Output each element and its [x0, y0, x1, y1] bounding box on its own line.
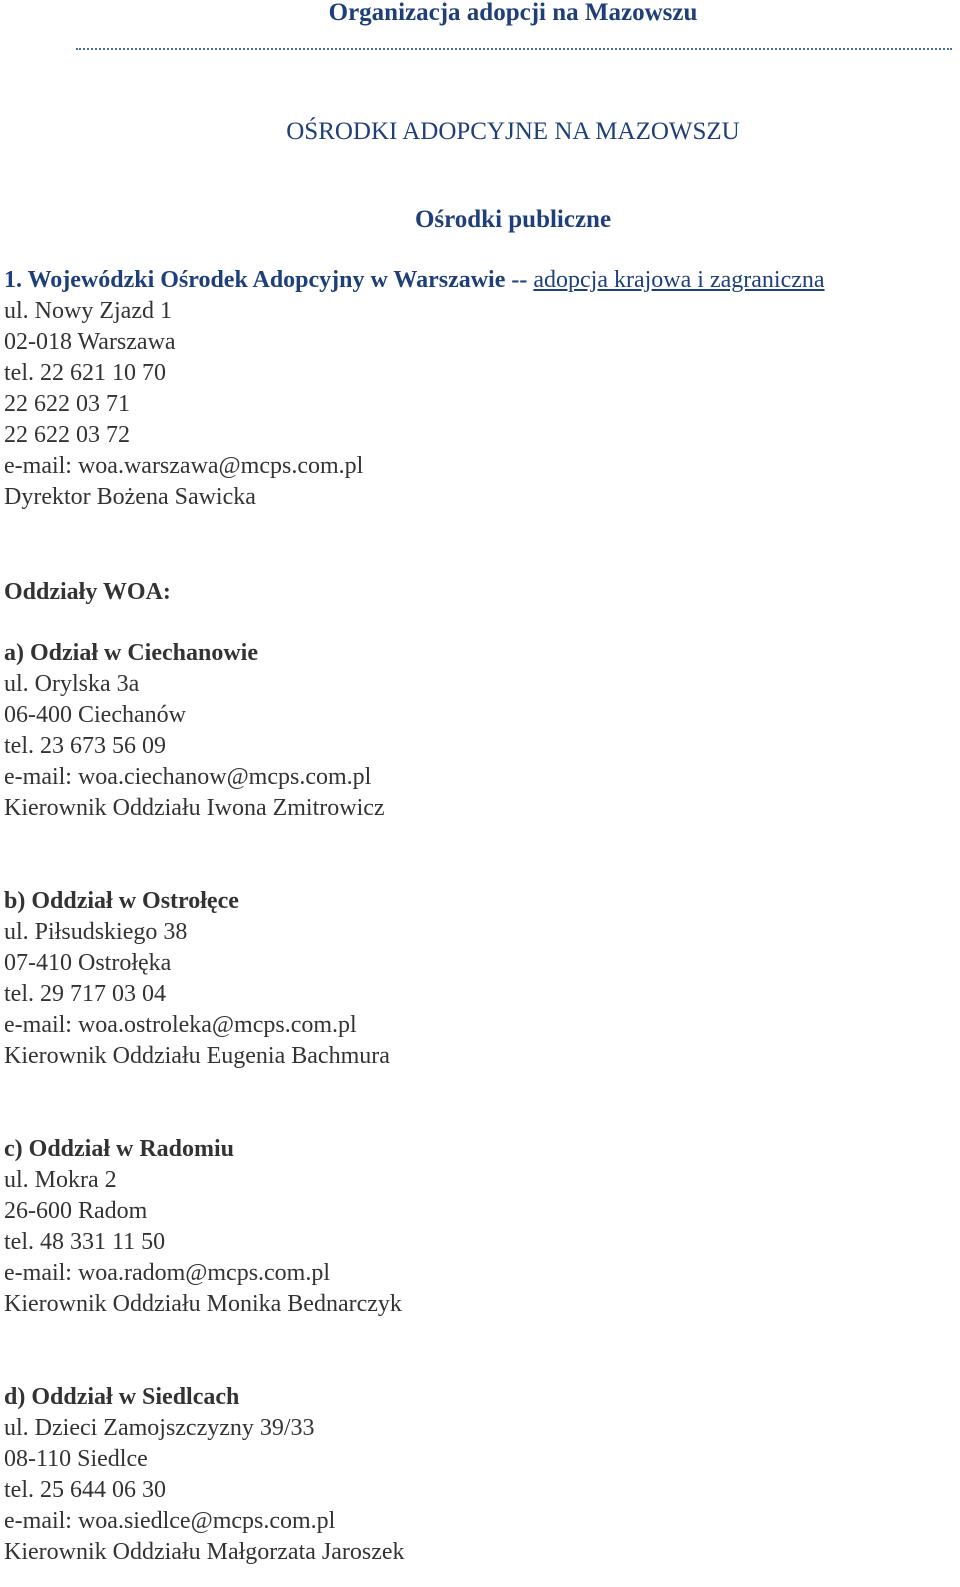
- branch-email: e-mail: woa.radom@mcps.com.pl: [4, 1260, 331, 1286]
- branch-city: 26-600 Radom: [4, 1198, 148, 1224]
- branch-city: 07-410 Ostrołęka: [4, 950, 172, 976]
- adoption-type-link[interactable]: adopcja krajowa i zagraniczna: [533, 267, 825, 293]
- branch-email: e-mail: woa.siedlce@mcps.com.pl: [4, 1508, 336, 1534]
- section-heading: Ośrodki publiczne: [414, 206, 612, 233]
- main-center-title: [4, 265, 954, 296]
- main-center-street: ul. Nowy Zjazd 1: [4, 298, 172, 324]
- branch-street: ul. Piłsudskiego 38: [4, 919, 188, 945]
- main-center-block: [4, 265, 954, 513]
- branch-title: a) Odział w Ciechanowie: [4, 640, 258, 666]
- main-center-phone-2: 22 622 03 71: [4, 391, 130, 417]
- main-center-city: 02-018 Warszawa: [4, 329, 176, 355]
- branch-siedlce: [4, 1382, 954, 1568]
- main-center-email: e-mail: woa.warszawa@mcps.com.pl: [4, 453, 364, 479]
- branch-city: 06-400 Ciechanów: [4, 702, 186, 728]
- header-dotted-rule: [76, 48, 952, 50]
- branch-manager: Kierownik Oddziału Małgorzata Jaroszek: [4, 1539, 405, 1565]
- branch-email: e-mail: woa.ostroleka@mcps.com.pl: [4, 1012, 357, 1038]
- branch-radom: [4, 1134, 954, 1320]
- branch-manager: Kierownik Oddziału Eugenia Bachmura: [4, 1043, 390, 1069]
- branch-street: ul. Dzieci Zamojszczyzny 39/33: [4, 1415, 315, 1441]
- main-center-phone: tel. 22 621 10 70: [4, 360, 166, 386]
- branch-street: ul. Mokra 2: [4, 1167, 117, 1193]
- branch-title: d) Oddział w Siedlcach: [4, 1384, 240, 1410]
- branch-phone: tel. 48 331 11 50: [4, 1229, 166, 1255]
- main-heading: OŚRODKI ADOPCYJNE NA MAZOWSZU: [286, 118, 740, 145]
- branch-phone: tel. 23 673 56 09: [4, 733, 166, 759]
- header-title: Organizacja adopcji na Mazowszu: [328, 0, 698, 26]
- branch-street: ul. Orylska 3a: [4, 671, 140, 697]
- branch-ciechanow: [4, 638, 954, 824]
- branch-email: e-mail: woa.ciechanow@mcps.com.pl: [4, 764, 372, 790]
- page-header: [0, 0, 960, 60]
- branch-title: b) Oddział w Ostrołęce: [4, 888, 239, 914]
- main-center-director: Dyrektor Bożena Sawicka: [4, 484, 256, 510]
- main-center-phone-3: 22 622 03 72: [4, 422, 130, 448]
- branch-manager: Kierownik Oddziału Monika Bednarczyk: [4, 1291, 402, 1317]
- branch-ostroleka: [4, 886, 954, 1072]
- branch-phone: tel. 29 717 03 04: [4, 981, 166, 1007]
- branch-title: c) Oddział w Radomiu: [4, 1136, 235, 1162]
- branch-manager: Kierownik Oddziału Iwona Zmitrowicz: [4, 795, 385, 821]
- main-center-title-text: 1. Wojewódzki Ośrodek Adopcyjny w Warszawie --: [4, 267, 534, 293]
- branch-city: 08-110 Siedlce: [4, 1446, 148, 1472]
- branch-phone: tel. 25 644 06 30: [4, 1477, 166, 1503]
- branches-heading: Oddziały WOA:: [4, 579, 171, 605]
